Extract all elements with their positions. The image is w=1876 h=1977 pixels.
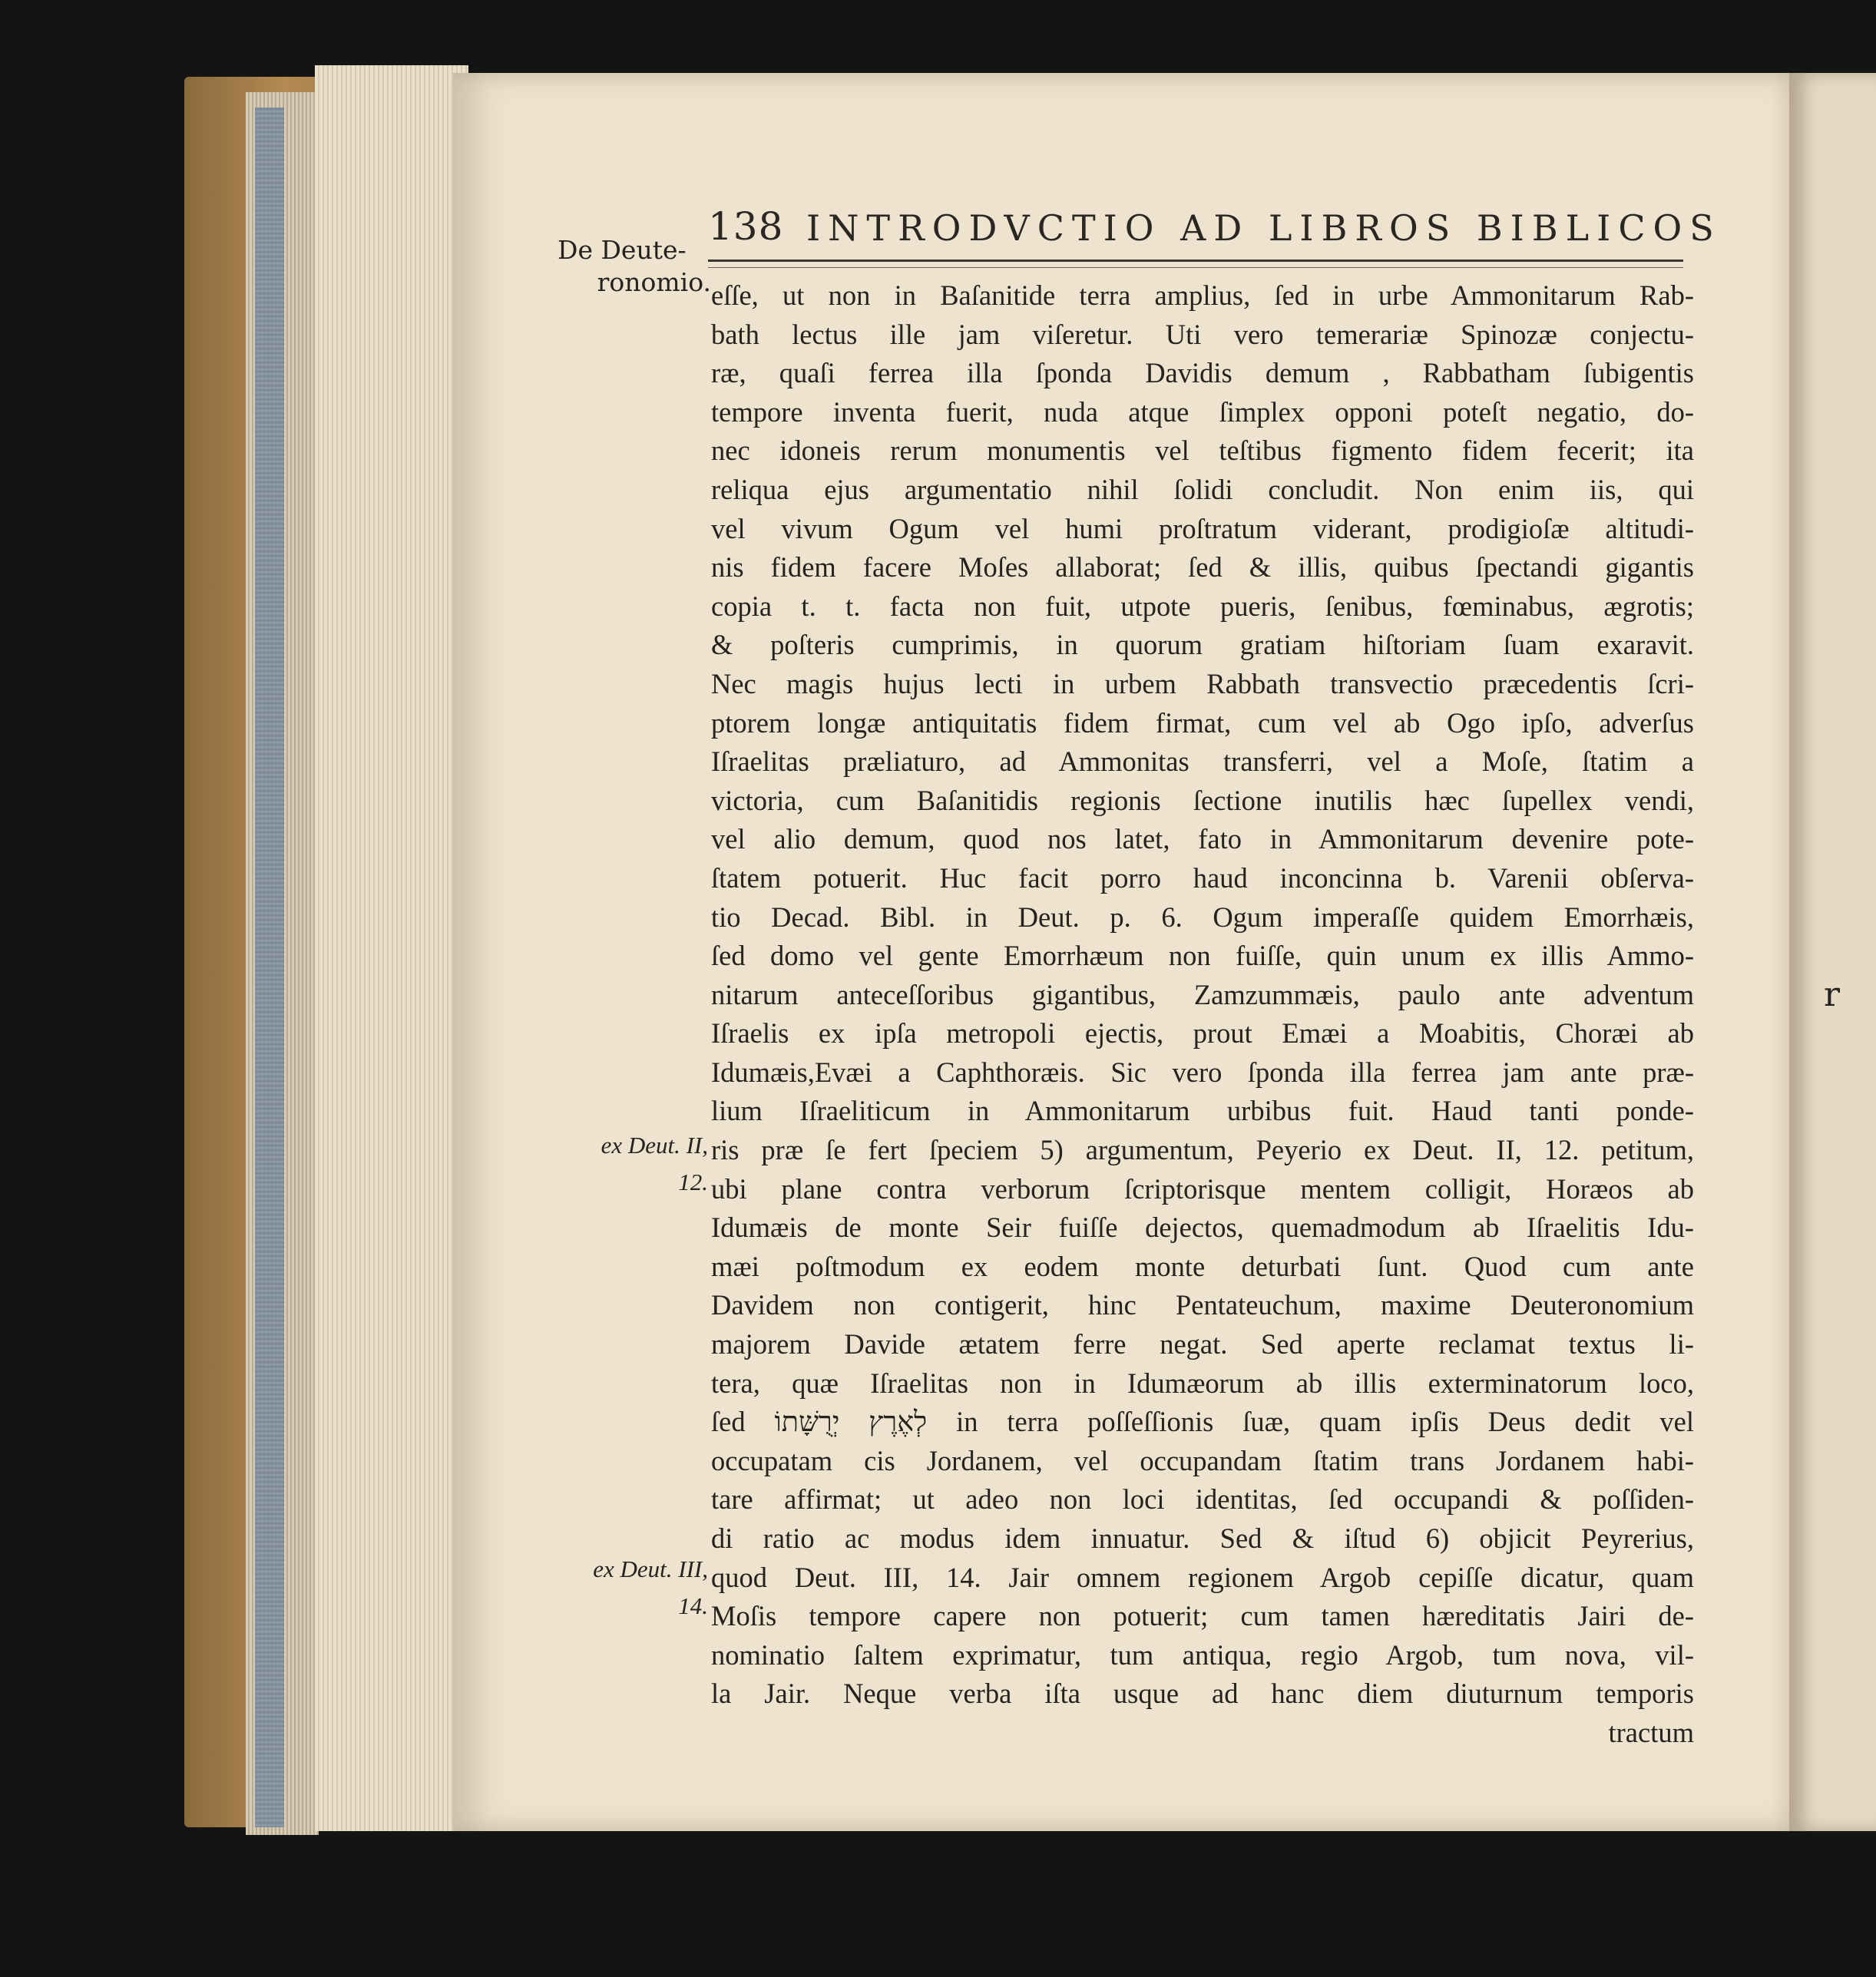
text-line: copia t. t. facta non fuit, utpote pueris, ſenibus, fœminabus, ægrotis; bbox=[711, 590, 1694, 622]
side-label-line: ronomio. bbox=[597, 267, 711, 297]
text-line: Idumæis,Evæi a Caphthoræis. Sic vero ſponda illa ferrea jam ante præ- bbox=[711, 1056, 1694, 1088]
text-line: & poſteris cumprimis, in quorum gratiam hiſtoriam ſuam exaravit. bbox=[711, 629, 1694, 661]
text-line: ſed לְאֶרֶץ יְרֻשָּׁתוֹ in terra poſſeſſionis ſuæ, quam ipſis Deus dedit vel bbox=[711, 1406, 1694, 1438]
margin-note-line: ex Deut. II, bbox=[601, 1132, 708, 1159]
text-line: di ratio ac modus idem innuatur. Sed & iſtud 6) objicit Peyrerius, bbox=[711, 1522, 1694, 1554]
text-line: majorem Davide ætatem ferre negat. Sed aperte reclamat textus li- bbox=[711, 1328, 1694, 1360]
text-line: Nec magis hujus lecti in urbem Rabbath transvectio præcedentis ſcri- bbox=[711, 667, 1694, 699]
page-leaves bbox=[315, 65, 468, 1831]
text-line: Davidem non contigerit, hinc Pentateuchum, maxime Deuteronomium bbox=[711, 1289, 1694, 1321]
text-line: ris præ ſe fert ſpeciem 5) argumentum, Peyerio ex Deut. II, 12. petitum, bbox=[711, 1134, 1694, 1166]
text-line: ſtatem potuerit. Huc facit porro haud inconcinna b. Varenii obſerva- bbox=[711, 861, 1694, 894]
text-line: nominatio ſaltem exprimatur, tum antiqua, regio Argob, tum nova, vil- bbox=[711, 1638, 1694, 1671]
text-line: ræ, quaſi ferrea illa ſponda Davidis demum , Rabbatham ſubigentis bbox=[711, 357, 1694, 389]
text-line: victoria, cum Baſanitidis regionis ſectione inutilis hæc ſupellex vendi, bbox=[711, 784, 1694, 816]
body-text bbox=[711, 276, 1694, 1753]
margin-note-line: ex Deut. III, bbox=[593, 1555, 708, 1582]
head-rule bbox=[708, 260, 1683, 262]
side-label bbox=[558, 234, 711, 299]
text-line: occupatam cis Jordanem, vel occupandam ſtatim trans Jordanem habi- bbox=[711, 1444, 1694, 1476]
text-line: ubi plane contra verborum ſcriptorisque mentem colligit, Horæos ab bbox=[711, 1172, 1694, 1205]
running-head-title: INTRODVCTIO AD LIBROS BIBLICOS bbox=[806, 207, 1722, 249]
text-line: mæi poſtmodum ex eodem monte deturbati ſunt. Quod cum ante bbox=[711, 1250, 1694, 1282]
page-edge-color bbox=[255, 107, 284, 1827]
margin-note-deut-3 bbox=[550, 1551, 708, 1625]
text-line: nitarum anteceſſoribus gigantibus, Zamzummæis, paulo ante adventum bbox=[711, 978, 1694, 1010]
text-line: nis fidem facere Moſes allaborat; ſed & illis, quibus ſpectandi gigantis bbox=[711, 551, 1694, 584]
text-line: Iſraelitas præliaturo, ad Ammonitas transferri, vel a Moſe, ſtatim a bbox=[711, 746, 1694, 778]
text-line: ſed domo vel gente Emorrhæum non fuiſſe, quin unum ex illis Ammo- bbox=[711, 940, 1694, 972]
text-line: vel vivum Ogum vel humi proſtratum viderant, prodigioſæ altitudi- bbox=[711, 512, 1694, 544]
text-line: reliqua ejus argumentatio nihil ſolidi concludit. Non enim iis, qui bbox=[711, 473, 1694, 505]
text-line: Idumæis de monte Seir fuiſſe dejectos, quemadmodum ab Iſraelitis Idu- bbox=[711, 1212, 1694, 1244]
facing-page bbox=[1789, 73, 1876, 1831]
margin-note-deut-2 bbox=[554, 1127, 708, 1201]
text-line: la Jair. Neque verba iſta usque ad hanc diem diuturnum temporis bbox=[711, 1678, 1694, 1710]
facing-page-mark: r bbox=[1824, 975, 1841, 1014]
text-line: tera, quæ Iſraelitas non in Idumæorum ab illis exterminatorum loco, bbox=[711, 1367, 1694, 1399]
text-line: tempore inventa fuerit, nuda atque ſimplex opponi poteſt negatio, do- bbox=[711, 395, 1694, 428]
text-line: tio Decad. Bibl. in Deut. p. 6. Ogum imperaſſe quidem Emorrhæis, bbox=[711, 901, 1694, 933]
running-head bbox=[708, 198, 1722, 260]
text-line: tractum bbox=[1608, 1716, 1694, 1748]
margin-note-line: 12. bbox=[678, 1169, 708, 1195]
head-rule-thin bbox=[708, 267, 1683, 268]
text-line: ptorem longæ antiquitatis fidem firmat, cum vel ab Ogo ipſo, adverſus bbox=[711, 706, 1694, 739]
text-line: nec idoneis rerum monumentis vel teſtibus figmento fidem fecerit; ita bbox=[711, 435, 1694, 467]
text-line: quod Deut. III, 14. Jair omnem regionem Argob cepiſſe dicatur, quam bbox=[711, 1561, 1694, 1593]
side-label-line: De Deute- bbox=[558, 235, 687, 265]
text-line: vel alio demum, quod nos latet, fato in Ammonitarum devenire pote- bbox=[711, 823, 1694, 855]
text-line: bath lectus ille jam viſeretur. Uti vero temerariæ Spinozæ conjectu- bbox=[711, 318, 1694, 350]
margin-note-line: 14. bbox=[678, 1592, 708, 1619]
text-line: tare affirmat; ut adeo non loci identitas, ſed occupandi & poſſiden- bbox=[711, 1483, 1694, 1516]
text-line: lium Iſraeliticum in Ammonitarum urbibus fuit. Haud tanti ponde- bbox=[711, 1095, 1694, 1127]
text-line: eſſe, ut non in Baſanitide terra amplius, ſed in urbe Ammonitarum Rab- bbox=[711, 279, 1694, 311]
text-line: Iſraelis ex ipſa metropoli ejectis, prout Emæi a Moabitis, Choræi ab bbox=[711, 1017, 1694, 1050]
text-line: Moſis tempore capere non potuerit; cum tamen hæreditatis Jairi de- bbox=[711, 1600, 1694, 1632]
page-number: 138 bbox=[708, 204, 784, 249]
